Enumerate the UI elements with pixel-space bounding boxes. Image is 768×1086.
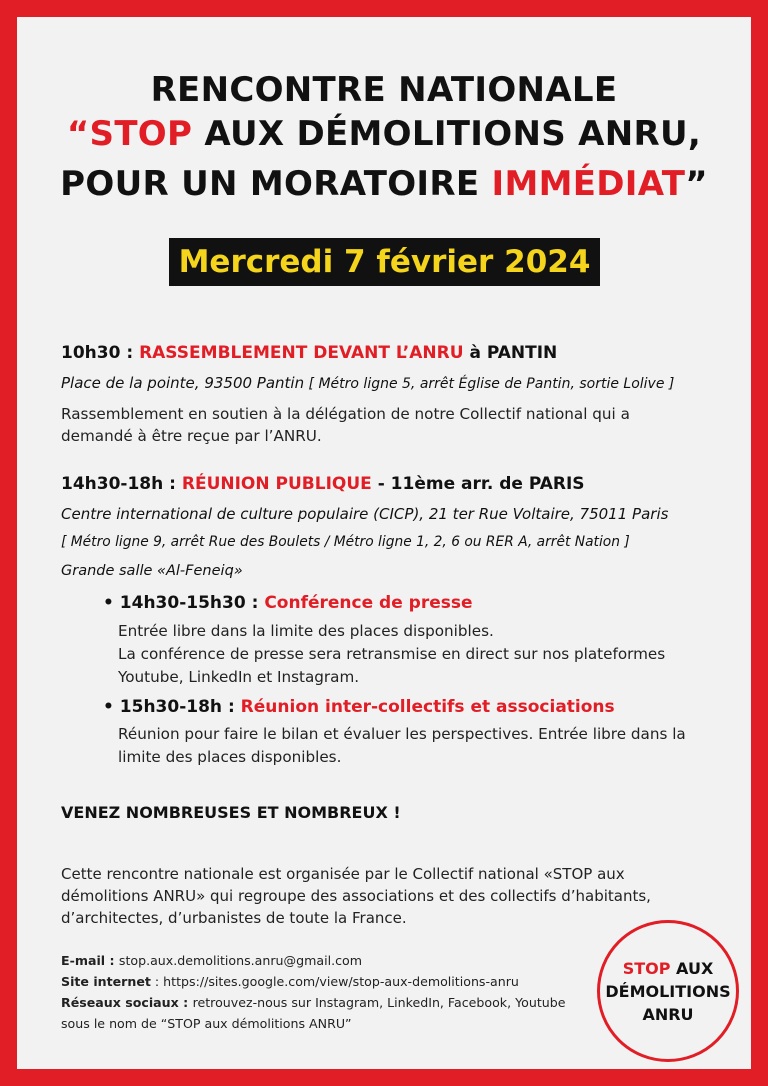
event2-time: 14h30-18h : [61, 474, 182, 494]
event1-place: à PANTIN [463, 343, 558, 363]
close-quote: ” [685, 164, 708, 204]
title-text: RENCONTRE NATIONALE [150, 70, 618, 110]
email-label: E-mail : [61, 953, 119, 968]
event2-name: RÉUNION PUBLIQUE [181, 474, 372, 494]
session-line: limite des places disponibles. [118, 748, 342, 766]
session-2-details [118, 723, 686, 769]
event2-metro: [ Métro ligne 9, arrêt Rue des Boulets / Métro ligne 1, 2, 6 ou RER A, arrêt Nation ] [61, 534, 630, 550]
session-name: Réunion inter-collectifs et associations [240, 697, 615, 717]
title-line-1 [0, 70, 768, 110]
contact-site [61, 971, 519, 992]
title-line-2 [0, 114, 768, 154]
title-stop: STOP [89, 114, 193, 154]
session-1-heading [103, 593, 473, 613]
session-1-details [118, 620, 665, 689]
contact-email [61, 950, 362, 971]
badge-line-3: ANRU [642, 1004, 694, 1024]
event2-venue: Centre international de culture populaire (CICP), 21 ter Rue Voltaire, 75011 Paris [61, 505, 669, 523]
event1-metro: [ Métro ligne 5, arrêt Église de Pantin, sortie Lolive ] [304, 376, 675, 392]
bullet: • [103, 697, 114, 717]
session-line: Entrée libre dans la limite des places disponibles. [118, 622, 494, 640]
title-immediat: IMMÉDIAT [491, 164, 686, 204]
site-link[interactable]: : https://sites.google.com/view/stop-aux-demolitions-anru [150, 974, 519, 989]
organizer-text: Cette rencontre nationale est organisée par le Collectif national «STOP aux démolitions ANRU» qui regroupe des associations et des collectifs d’habitants, d’architectes, d’urbanistes de toute la France. [61, 865, 651, 927]
event1-name: RASSEMBLEMENT DEVANT L’ANRU [139, 343, 464, 363]
title-text: POUR UN MORATOIRE [60, 164, 492, 204]
badge-line-1 [623, 957, 714, 980]
event2-room: Grande salle «Al-Feneiq» [61, 563, 243, 579]
event1-time: 10h30 : [61, 343, 140, 363]
contact-social-2: sous le nom de “STOP aux démolitions ANRU” [61, 1016, 352, 1031]
site-label: Site internet [61, 974, 151, 989]
event2-place: - 11ème arr. de PARIS [371, 474, 585, 494]
contact-social [61, 992, 565, 1013]
stop-badge-logo [597, 920, 739, 1062]
date-banner: Mercredi 7 février 2024 [169, 238, 600, 286]
social-text: retrouvez-nous sur Instagram, LinkedIn, Facebook, Youtube [192, 995, 566, 1010]
email-link[interactable]: stop.aux.demolitions.anru@gmail.com [118, 953, 362, 968]
session-line: La conférence de presse sera retransmise en direct sur nos plateformes [118, 645, 666, 663]
bullet: • [103, 593, 114, 613]
session-time: 15h30-18h : [119, 697, 241, 717]
event1-description: Rassemblement en soutien à la délégation de notre Collectif national qui a demandé à être reçue par l’ANRU. [61, 405, 630, 445]
event2-heading [61, 474, 585, 494]
session-line: Youtube, LinkedIn et Instagram. [118, 668, 360, 686]
title-line-3 [0, 164, 768, 204]
badge-stop: STOP [622, 958, 671, 978]
session-time: 14h30-15h30 : [119, 593, 265, 613]
callout: VENEZ NOMBREUSES ET NOMBREUX ! [61, 803, 401, 822]
session-2-heading [103, 697, 615, 717]
badge-text: AUX [670, 958, 714, 978]
event1-location [61, 373, 674, 392]
event1-address: Place de la pointe, 93500 Pantin [61, 374, 305, 392]
social-label: Réseaux sociaux : [61, 995, 193, 1010]
badge-line-2: DÉMOLITIONS [605, 981, 731, 1001]
event1-heading [61, 343, 557, 363]
session-name: Conférence de presse [264, 593, 473, 613]
session-line: Réunion pour faire le bilan et évaluer les perspectives. Entrée libre dans la [118, 725, 686, 743]
open-quote: “ [66, 114, 90, 154]
title-text: AUX DÉMOLITIONS ANRU, [192, 114, 702, 154]
